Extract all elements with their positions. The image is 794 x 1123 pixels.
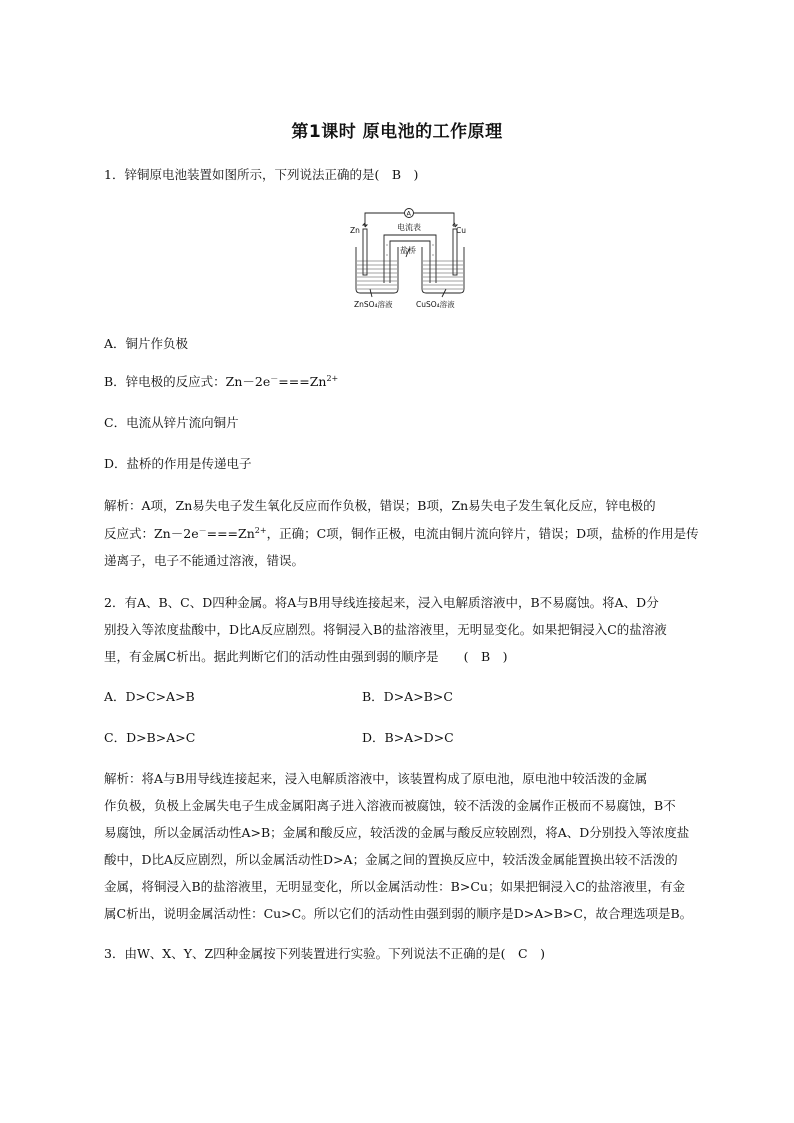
clip-left bbox=[363, 223, 367, 227]
q1-option-c: C．电流从锌片流向铜片 bbox=[104, 415, 239, 430]
q2-option-b: B．D>A>B>C bbox=[362, 689, 453, 704]
left-electrode-label: Zn bbox=[350, 226, 360, 235]
q1-option-a: A．铜片作负极 bbox=[104, 336, 189, 351]
zn-electrode bbox=[363, 229, 367, 275]
question-1-stem: 1．锌铜原电池装置如图所示，下列说法正确的是( B ) bbox=[104, 167, 419, 182]
q2-analysis-line: 易腐蚀，所以金属活动性A>B；金属和酸反应，较活泼的金属与酸反应较剧烈，将A、D分别投入等浓度盐 bbox=[104, 825, 690, 840]
q2-analysis-line: 作负极，负极上金属失电子生成金属阳离子进入溶液而被腐蚀，较不活泼的金属作正极而不易腐蚀，B不 bbox=[104, 798, 676, 813]
beaker-right bbox=[422, 247, 464, 293]
cu-electrode bbox=[453, 229, 457, 275]
q2-analysis-line: 金属，将铜浸入B的盐溶液里，无明显变化，所以金属活动性：B>Cu；如果把铜浸入C的盐溶液里，有金 bbox=[104, 879, 686, 894]
q1-analysis-line: 解析：A项，Zn易失电子发生氧化反应而作负极，错误；B项，Zn易失电子发生氧化反应，锌电极的 bbox=[104, 498, 656, 513]
q1-option-b: B．锌电极的反应式：$Zn-2e^-===Zn^{2+}$ bbox=[104, 373, 339, 389]
page-title: 第1课时 原电池的工作原理 bbox=[291, 122, 503, 142]
q2-analysis-line: 解析：将A与B用导线连接起来，浸入电解质溶液中，该装置构成了原电池，原电池中较活泼的金属 bbox=[104, 771, 648, 786]
meter-label: 电流表 bbox=[397, 223, 421, 232]
q2-stem-line: 里，有金属C析出。据此判断它们的活动性由强到弱的顺序是 ( B ) bbox=[104, 649, 508, 664]
beaker-left bbox=[356, 247, 398, 293]
q1-analysis-line: 反应式：$Zn-2e^-===Zn^{2+}$，正确；C项，铜作正极，电流由铜片流向锌片，错误；D项，盐桥的作用是传 bbox=[104, 525, 699, 541]
meter-symbol: A bbox=[406, 209, 411, 218]
q1-analysis-line: 递离子，电子不能通过溶液，错误。 bbox=[104, 553, 305, 568]
q3-stem: 3．由W、X、Y、Z四种金属按下列装置进行实验。下列说法不正确的是( C ) bbox=[104, 946, 545, 961]
q2-analysis-line: 酸中，D比A反应剧烈，所以金属活动性D>A；金属之间的置换反应中，较活泼金属能置换出较不活泼的 bbox=[104, 852, 678, 867]
right-electrode-label: Cu bbox=[456, 226, 466, 235]
q1-option-d: D．盐桥的作用是传递电子 bbox=[104, 456, 252, 471]
q2-stem-line: 别投入等浓度盐酸中，D比A反应剧烈。将铜浸入B的盐溶液里，无明显变化。如果把铜浸入C的盐溶液 bbox=[104, 622, 667, 637]
galvanic-cell-diagram bbox=[350, 205, 470, 317]
q2-analysis-line: 属C析出，说明金属活动性：Cu>C。所以它们的活动性由强到弱的顺序是D>A>B>C，故合理选项是B。 bbox=[104, 906, 693, 921]
q2-option-d: D．B>A>D>C bbox=[362, 730, 454, 745]
q2-option-a: A．D>C>A>B bbox=[104, 689, 195, 704]
q2-stem-line: 2．有A、B、C、D四种金属。将A与B用导线连接起来，浸入电解质溶液中，B不易腐蚀。将A、D分 bbox=[104, 595, 659, 610]
salt-bridge-label: 盐桥 bbox=[400, 246, 416, 255]
q2-option-c: C．D>B>A>C bbox=[104, 730, 196, 745]
right-solution-label: CuSO₄溶液 bbox=[416, 300, 455, 309]
left-solution-label: ZnSO₄溶液 bbox=[354, 300, 393, 309]
salt-bridge bbox=[384, 235, 436, 283]
